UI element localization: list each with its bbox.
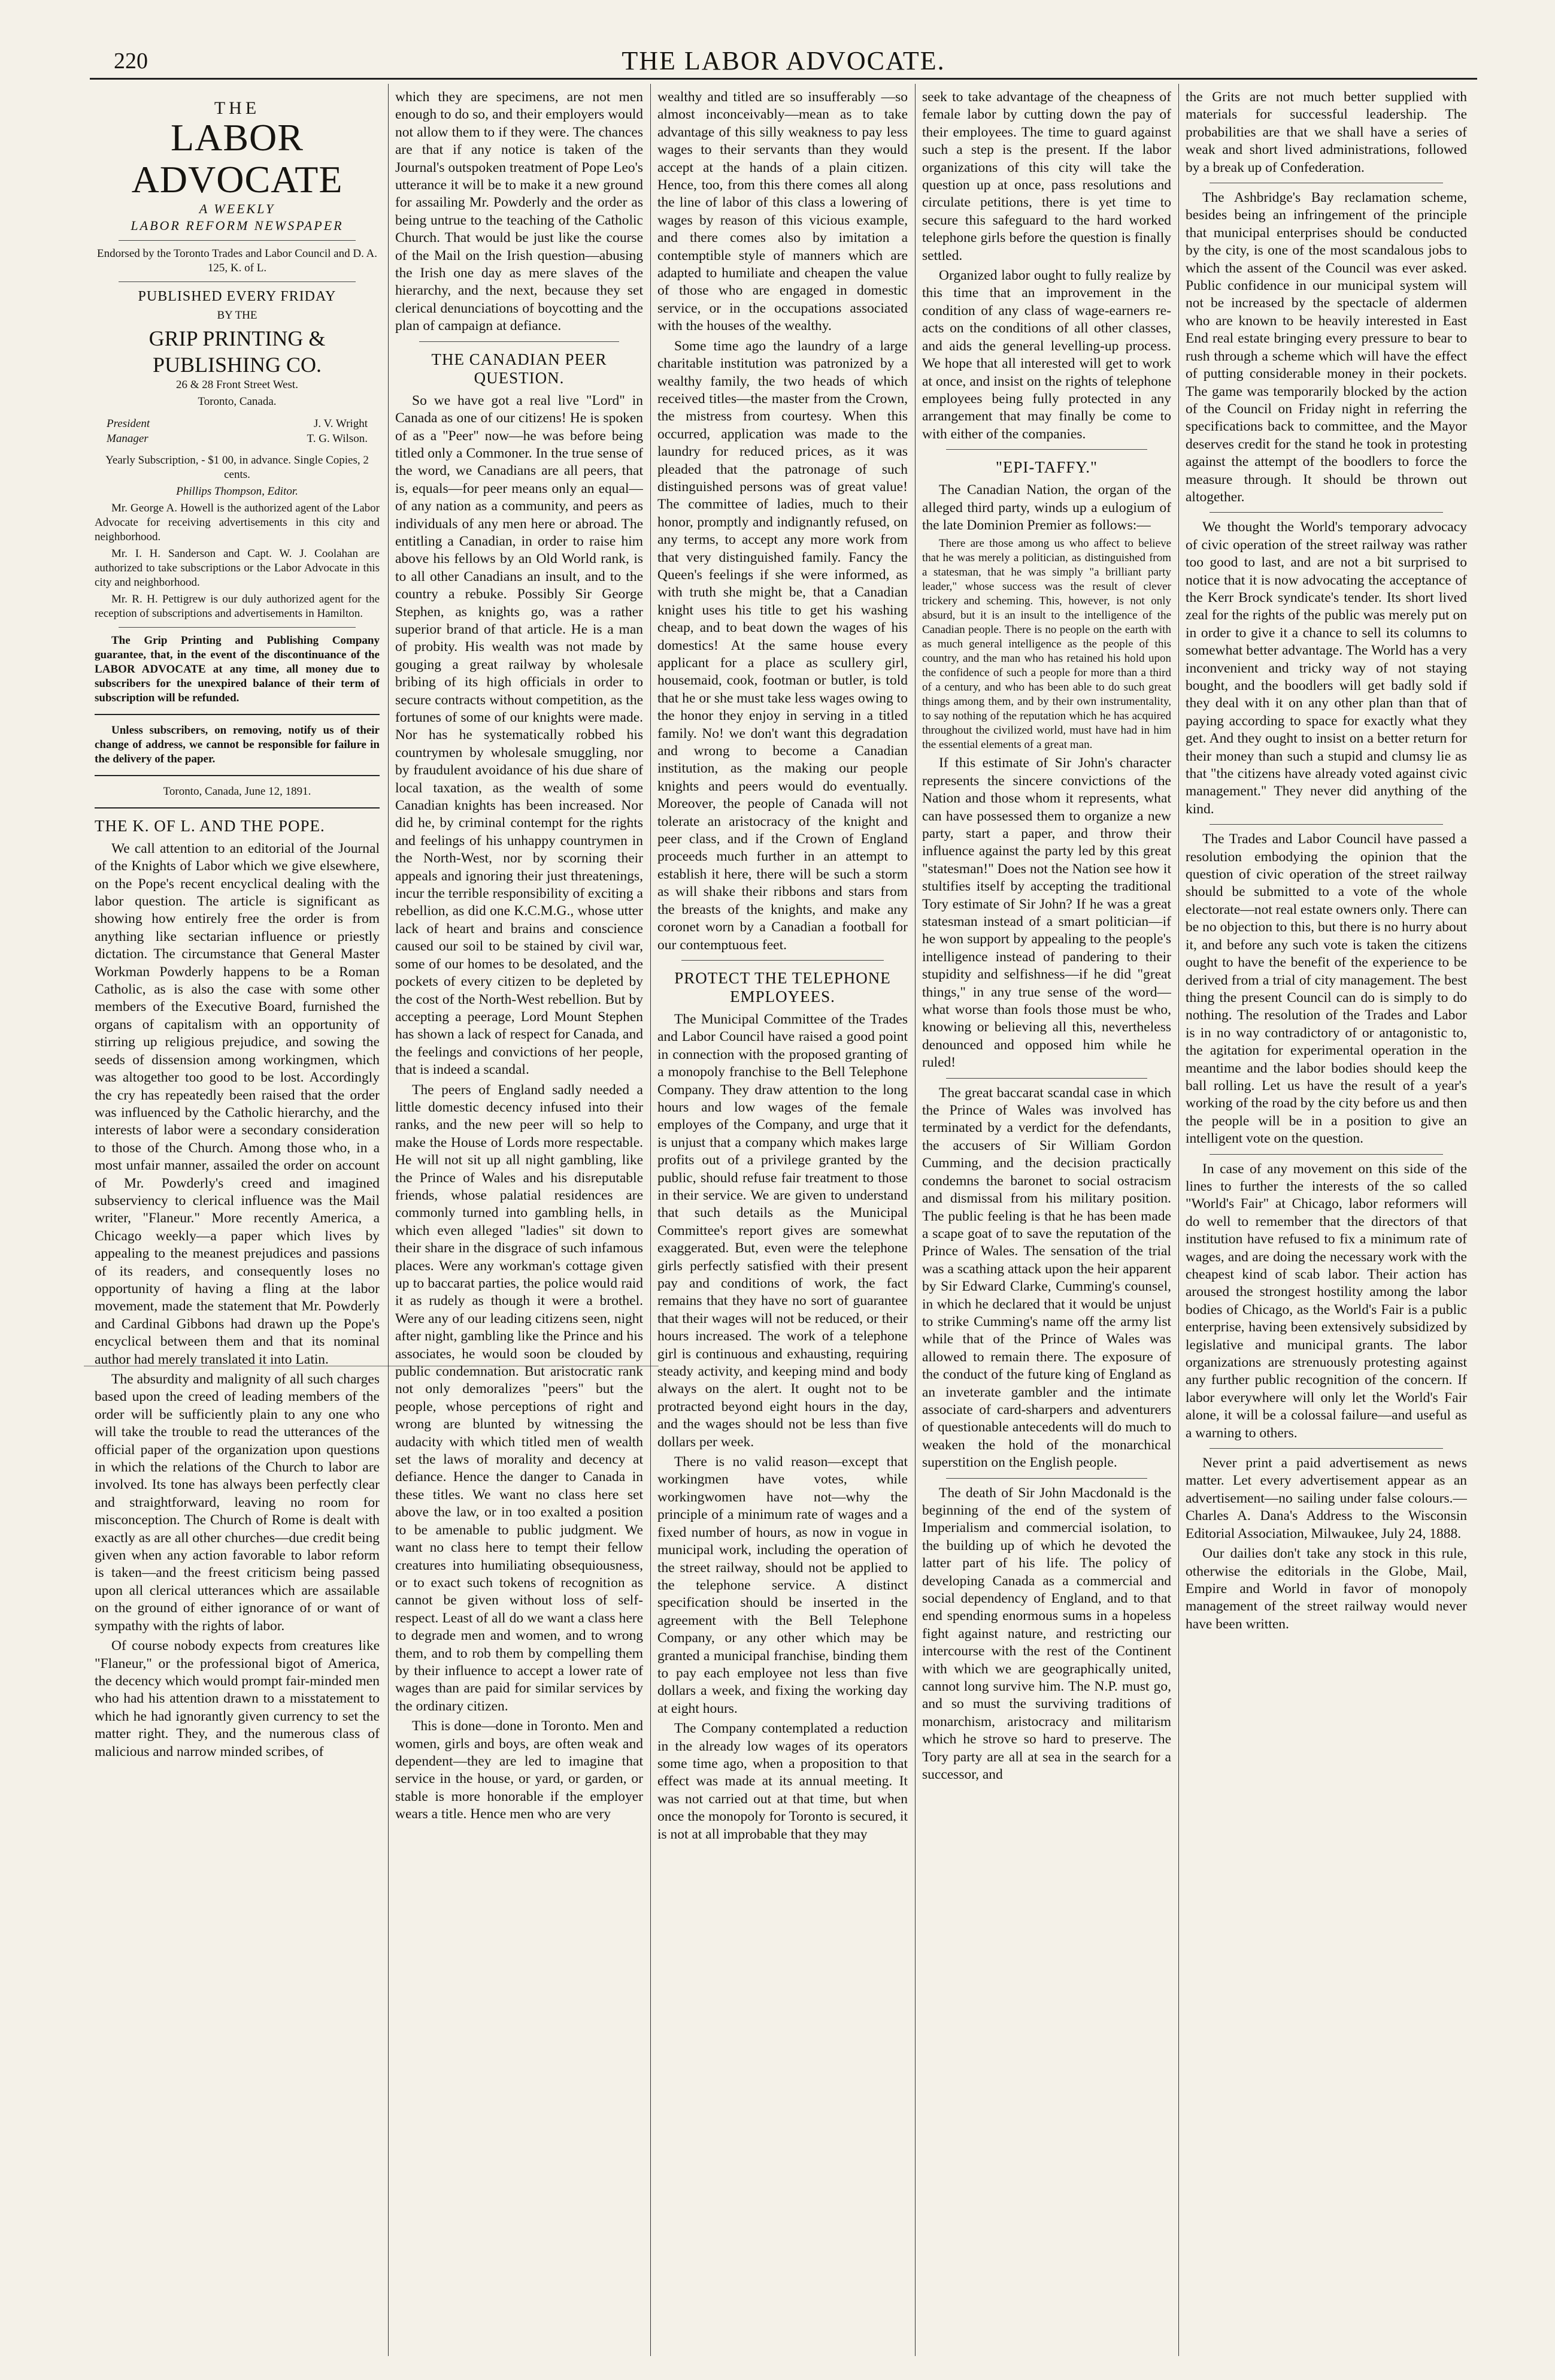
- article-paragraph: Our dailies don't take any stock in this rule, otherwise the editorials in the Globe, Mail, Empire and World in favor of monopoly management of the street railway would never have been written.: [1186, 1546, 1467, 1632]
- article-paragraph: If this estimate of Sir John's character represents the sincere convictions of the Nation and those whom it represents, what can have possessed them to organize a new party, start a paper, and throw their influence against the party led by this great "statesman!" Does not the Nation see how it stultifies itself by accepting the traditional Tory estimate of Sir John? If he was a great statesman instead of a smart politician—if he won support by appealing to the people's intelligence instead of pandering to their stupidity and selfishness—if he did "great things," in any true sense of the word—what worse than fools those must be who, knowing or believing all this, nevertheless denounced and opposed him while he ruled!: [922, 755, 1171, 1071]
- article-title-peer: THE CANADIAN PEER QUESTION.: [431, 350, 607, 387]
- divider: [681, 960, 884, 961]
- manager-label: Manager: [107, 432, 148, 445]
- article-paragraph: We thought the World's temporary advocacy of civic operation of the street railway was rather too good to last, and are not a bit surprised to notice that it is now advocating the acceptance of the Kerr Brock syndicate's tender. Its short lived zeal for the rights of the public was merely put on in order to give it a chance to sell its columns to somewhat better advantage. The World has a very inconvenient and tricky way of not staying bought, and the boodlers will get badly sold if they deal with it on any other plan than that of paying according to space for exactly what they get. And they ought to insist on a better return for their money than such a stupid and clumsy lie as that "the citizens have already voted against civic management." They never did anything of the kind.: [1186, 519, 1467, 817]
- removal-notice: Unless subscribers, on removing, notify us of their change of address, we cannot be responsible for failure in the delivery of the paper.: [95, 723, 380, 765]
- divider: [419, 341, 619, 342]
- publication-schedule: PUBLISHED EVERY FRIDAY: [138, 289, 337, 305]
- dateline: Toronto, Canada, June 12, 1891.: [163, 785, 311, 798]
- article-quote: Never print a paid advertisement as news matter. Let every advertisement appear as an advertisement—no sailing under false colours.—Charles A. Dana's Address to the Wisconsin Editorial Association, Milwaukee, July 24, 1888.: [1186, 1455, 1467, 1542]
- article-paragraph: The death of Sir John Macdonald is the beginning of the end of the system of Imperialism and commercial isolation, to the building up of which he devoted the latter part of his life. The policy of developing Canada as a commercial and social dependency of England, and to that end spending enormous sums in a hopeless fight against nature, and restricting our intercourse with the rest of the Continent with which we are geographically united, cannot long survive him. The N.P. must go, and so must the surviving traditions of monarchism, aristocracy and militarism which he strove so hard to preserve. The Tory party are all at sea in the search for a successor, and: [922, 1485, 1171, 1783]
- column-rule: [388, 84, 389, 2356]
- paper-name: THE LABOR ADVOCATE.: [622, 46, 945, 75]
- publisher-name: GRIP PRINTING & PUBLISHING CO.: [148, 326, 326, 377]
- column-rule: [915, 84, 916, 2356]
- column-4: [922, 89, 1171, 2356]
- article-paragraph: wealthy and titled are so insufferably —so almost inconceivably—mean as to take advantage of this silly weakness to pay less wages to their servants than they would accept at the hands of a plain citizen. Hence, too, from this there comes all along the line of labor of this class a lowering of wages by reason of this vicious example, and there comes also by imitation a contemptible style of manners which are adapted to humiliate and cheapen the value of those who are engaged in domestic service, or in the occupations associated with the houses of the wealthy.: [657, 89, 908, 334]
- divider: [95, 714, 380, 715]
- article-paragraph: seek to take advantage of the cheapness of female labor by cutting down the pay of their employees. The time to guard against such a step is the present. If the labor organizations of this city will take the question up at once, pass resolutions and circulate petitions, there is yet time to secure this safeguard to the hard worked telephone girls before the question is finally settled.: [922, 89, 1171, 264]
- divider: [95, 775, 380, 776]
- running-head: [90, 42, 1477, 78]
- endorsement: Endorsed by the Toronto Trades and Labor Council and D. A. 125, K. of L.: [97, 247, 377, 275]
- column-rule: [1178, 84, 1179, 2356]
- page-number: 220: [114, 49, 148, 74]
- by-the: BY THE: [217, 308, 257, 322]
- masthead-the: THE: [214, 98, 260, 118]
- agent-notice-howell: Mr. George A. Howell is the authorized agent of the Labor Advocate for receiving advertisements in this city and neighborhood.: [95, 501, 380, 543]
- article-paragraph: The great baccarat scandal case in which the Prince of Wales was involved has terminated by a verdict for the defendants, the accusers of Sir William Gordon Cumming, and the decision practically condemns the baronet to social ostracism and dismissal from his military position. The public feeling is that he has been made a scape goat of to save the reputation of the Prince of Wales. The sensation of the trial was a scathing attack upon the heir apparent by Sir Edward Clarke, Cumming's counsel, in which he declared that it would be unjust to strike Cumming's name off the army list while that of the Prince of Wales was allowed to remain there. The exposure of the conduct of the future king of England as an inveterate gambler and the intimate associate of card-sharpers and adventurers of questionable antecedents will do much to weaken the hold of the monarchical superstition on the English people.: [922, 1085, 1171, 1471]
- president-name: J. V. Wright: [313, 417, 368, 430]
- article-paragraph: Of course nobody expects from creatures like "Flaneur," or the professional bigot of America, the decency which would prompt fair-minded men who had his attention drawn to a misstatement to which he had ignorantly given currency to set the matter right. They, and the numerous class of malicious and narrow minded scribes, of: [95, 1638, 380, 1760]
- article-paragraph: which they are specimens, are not men enough to do so, and their employers would not allow them to if they were. The chances are that if any notice is taken of the Journal's outspoken treatment of Pope Leo's utterance it will be to make it a new ground for assailing Mr. Powderly and the order as being untrue to the teaching of the Catholic Church. That would be just like the course of the Mail on the Irish question—abusing the Irish one day as mere slaves of the hierarchy, and the next, because they set clerical denunciations of boycotting and the plan of campaign at defiance.: [395, 89, 643, 334]
- article-paragraph: The Trades and Labor Council have passed a resolution embodying the opinion that the question of civic operation of the street railway should be submitted to a vote of the whole electorate—not real estate owners only. There can be no objection to this, but there is no hurry about it, and before any such vote is taken the citizens ought to have the benefit of the experience to be derived from a trial of city management. The best thing the present Council can do is simply to do nothing. The resolution of the Trades and Labor is in no way contradictory of or antagonistic to, the agitation for experimental operation in the meantime and the labor bodies should keep the ball rolling. Let us have the result of a year's working of the road by the city before us and then the people will be in a position to give an intelligent vote on the question.: [1186, 831, 1467, 1147]
- divider: [946, 449, 1147, 450]
- masthead-tagline: LABOR REFORM NEWSPAPER: [131, 218, 344, 234]
- article-paragraph: The Company contemplated a reduction in the already low wages of its operators some time ago, when a proposition to that effect was made at its annual meeting. It was not carried out at that time, but when once the monopoly for Toronto is secured, it is not at all improbable that they may: [657, 1721, 908, 1842]
- agent-notice-pettigrew: Mr. R. H. Pettigrew is our duly authorized agent for the reception of subscriptions and advertisements in Hamilton.: [95, 592, 380, 620]
- column-2: [395, 89, 643, 2356]
- article-paragraph: The peers of England sadly needed a little domestic decency infused into their ranks, and the new peer will so help to make the House of Lords more respectable. He will not sit up all night gambling, like the Prince of Wales and his disreputable friends, whose palatial residences are commonly turned into gambling hells, in which even alleged "ladies" sit down to their share in the disgrace of such infamous places. Were any workman's cottage given up to baccarat parties, the police would raid it as rudely as though it were a brothel. Were any of our leading citizens seen, night after night, gambling like the Prince and his associates, he would soon be clouded by public condemnation. But aristocratic rank not only demoralizes "peers" but the people, whose perceptions of right and wrong are blunted by witnessing the audacity with which titled men of wealth set the laws of morality and decency at defiance. Hence the danger to Canada in these titles. We want no class here set above the law, or in too exalted a position to be amenable to public judgment. We want no class here to tempt their fellow creatures into humiliating obsequiousness, or to exact such tokens of recognition as cannot be given without loss of self-respect. Least of all do we want a class here to degrade men and women, and to wrong them, and to rob them by compelling them by their influence to accept a lower rate of wages than are paid for similar services by the ordinary citizen.: [395, 1082, 643, 1714]
- column-1: [95, 89, 380, 2356]
- divider: [1210, 512, 1443, 513]
- masthead-title: LABOR ADVOCATE: [131, 116, 343, 201]
- column-5: [1186, 89, 1467, 2356]
- article-paragraph: We call attention to an editorial of the Journal of the Knights of Labor which we give elsewhere, on the Pope's recent encyclical dealing with the labor question. The article is significant as showing how entirely free the order is from anything like sectarian influence or priestly dictation. The circumstance that General Master Workman Powderly happens to be a Roman Catholic, as is also the case with some other members of the Executive Board, furnished the organs of capitalism with an opportunity of stirring up religious prejudice, and sowing the seeds of dissension among workingmen, which was altogether too good to be lost. Accordingly the cry has repeatedly been raised that the order was influenced by the Catholic hierarchy, and the interests of labor were a secondary consideration to those of the Church. Among those who, in a most unfair manner, assailed the order on account of Mr. Powderly's creed and imagined subserviency to clerical influence was the Mail writer, "Flaneur." More recently America, a Chicago weekly—a paper which lives by appealing to the meanest prejudices and passions of its readers, and consequently loses no opportunity of having a fling at the labor movement, made the statement that Mr. Powderly and Cardinal Gibbons had drawn up the Pope's encyclical between them and that its nominal author had merely translated it into Latin.: [95, 840, 380, 1367]
- article-paragraph: The Ashbridge's Bay reclamation scheme, besides being an infringement of the principle that municipal enterprises should be conducted by the city, is one of the most scandalous jobs to which the assent of the Council was ever asked. Public confidence in our municipal system will not be increased by the spectacle of aldermen who are known to be heavily interested in East End real estate bringing every pressure to bear to rush through a scheme which will have the effect of putting considerable money in their pockets. The game was temporarily blocked by the action of the Council on Friday night in referring the specifications back to committee, and the Mayor deserves credit for the stand he took in protesting against the attempt of the boodlers to force the measure through. It should be thrown out altogether.: [1186, 190, 1467, 505]
- divider: [119, 627, 356, 628]
- column-rule: [650, 84, 651, 2356]
- editor-line: Phillips Thompson, Editor.: [176, 485, 298, 498]
- article-paragraph: The absurdity and malignity of all such charges based upon the creed of leading members of the order will be sufficiently plain to any one who will take the trouble to read the utterances of the official paper of the organization upon questions in which the relations of the Church to labor are involved. Its tone has always been perfectly clear and straightforward, leaving no room for misconception. The Church of Rome is dealt with exactly as are all other churches—due credit being given when any action favorable to labor reform is taken—and the freest criticism being passed upon all clerical utterances which are assailable on the ground of either ignorance of or want of sympathy with the rights of labor.: [95, 1371, 380, 1634]
- divider: [119, 281, 356, 282]
- divider: [946, 1078, 1147, 1079]
- divider: [946, 1478, 1147, 1479]
- manager-name: T. G. Wilson.: [307, 432, 368, 445]
- divider: [119, 240, 356, 241]
- article-paragraph: In case of any movement on this side of the lines to further the interests of the so called "World's Fair" at Chicago, labor reformers will do well to remember that the directors of that institution have refused to fix a minimum rate of wages, and are doing the necessary work with the cheapest kind of scab labor. Their action has aroused the strongest hostility among the labor bodies of Chicago, as the World's Fair is a public enterprise, having been extensively subsidized by legislative and municipal grants. The labor organizations are strenuously protesting against any further public recognition of the concern. If labor everywhere will only let the World's Fair alone, it will be a colossal failure—and useful as a warning to others.: [1186, 1161, 1467, 1441]
- article-paragraph: the Grits are not much better supplied with materials for successful leadership. The probabilities are that we shall have a series of weak and short lived administrations, followed by a break up of Confederation.: [1186, 89, 1467, 175]
- officers: [95, 416, 380, 446]
- article-paragraph: Some time ago the laundry of a large charitable institution was patronized by a wealthy family, the two heads of which received titles—the master from the Crown, the mistress from courtesy. When this occurred, application was made to the laundry for reduced prices, as it was pleaded that the patronage of such distinguished persons was of great value! The committee of ladies, much to their honor, promptly and indignantly refused, on any terms, to accept any more work from that very distinguished family. Fancy the Queen's feelings if she were informed, as with truth she might be, that a Canadian knight uses his title to get his washing cheap, and to beat down the wages of his domestics! At the same house every applicant for a place as scullery girl, housemaid, cook, footman or butler, is told that he or she must take less wages owing to the honor they enjoy in serving in a titled family. No! we don't want this degradation and wrong to become a Canadian institution, as the making our people knights and peers would do eventually. Moreover, the people of Canada will not tolerate an aristocracy of the knight and peer class, and if the Crown of England proceeds much further in an attempt to establish it here, there will be such a storm as will shake their ribbons and stars from the breasts of the knights, and make any coronet worn by a Canadian a football for our contemptuous feet.: [657, 338, 908, 953]
- divider: [1210, 1448, 1443, 1449]
- divider: [1210, 824, 1443, 825]
- publisher-city: Toronto, Canada.: [198, 395, 277, 408]
- article-paragraph: So we have got a real live "Lord" in Canada as one of our citizens! He is spoken of as a "Peer" now—he was before being titled only a Commoner. In the true sense of the word, we Canadians are all peers, that is, equals—for peer means only an equal—of any nation as a community, and peers as individuals of any men here or abroad. The entitling a Canadian, in order to raise him above his fellows by an Old World rank, is to all other Canadians an insult, and to the country a rebuke. Possibly Sir George Stephen, as knights go, was a rather superior brand of that article. He is a man of probity. His wealth was not made by gouging a great railway by wholesale bribing of its high officials in order to secure contracts without competition, as the fortunes of some of our knights were made. Nor has he systematically robbed his countrymen by wholesale smuggling, nor by fraudulent avoidance of his due share of local taxation, as the wealth of some Canadian knights has been increased. Nor did he, by criminal contempt for the rights and feelings of his unhappy countrymen in the North-West, nor by scorning their appeals and ignoring their just threatenings, incur the terrible responsibility of exciting a rebellion, as did one K.C.M.G., whose utter lack of heart and brains and conscience caused our soil to be stained by civil war, some of our homes to be desolated, and the pockets of every citizen to be depleted by the cost of the North-West rebellion. But by accepting a peerage, Lord Mount Stephen has shown a lack of respect for Canada, and the feelings and convictions of her people, that is indeed a scandal.: [395, 392, 643, 1078]
- subscription-rates: Yearly Subscription, - $1 00, in advance. Single Copies, 2 cents.: [105, 453, 369, 481]
- article-paragraph: Organized labor ought to fully realize by this time that an improvement in the condition of any class of wage-earners re-acts on the conditions of all other classes, and aids the general levelling-up process. We hope that all interested will get to work at once, and insist on the rights of telephone employees being fully protected in any arrangement that may finally be come to with either of the companies.: [922, 268, 1171, 442]
- article-quote: There are those among us who affect to believe that he was merely a politician, as distinguished from a statesman, that he was simply "a brilliant party leader," whose success was the result of clever trickery and scheming. This, however, is not only absurd, but it is an insult to the intelligence of the Canadian people. There is no people on the earth with as much general intelligence as the people of this country, and the man who has retained his hold upon the confidence of such a people for more than a third of a century, and who has been able to do such great things among them, and by their own instrumentality, to say nothing of the reputation which he has acquired throughout the civilized world, must have had in him the essential elements of a great man.: [922, 537, 1171, 752]
- divider: [95, 807, 380, 809]
- divider: [1210, 1154, 1443, 1155]
- article-paragraph: The Canadian Nation, the organ of the alleged third party, winds up a eulogium of the late Dominion Premier as follows:—: [922, 482, 1171, 533]
- agent-notice-sanderson: Mr. I. H. Sanderson and Capt. W. J. Coolahan are authorized to take subscriptions or the Labor Advocate in this city and neighborhood.: [95, 547, 380, 589]
- president-label: President: [107, 417, 150, 430]
- article-title-telephone: PROTECT THE TELEPHONE EMPLOYEES.: [674, 968, 891, 1006]
- publisher-address: 26 & 28 Front Street West.: [176, 378, 298, 391]
- article-paragraph: The Municipal Committee of the Trades and Labor Council have raised a good point in connection with the proposed granting of a monopoly franchise to the Bell Telephone Company. They draw attention to the long hours and low wages of the female employes of the Company, and urge that it is unjust that a company which makes large profits out of a privilege granted by the public, should refuse fair treatment to those in their service. We are given to understand that such details as the Municipal Committee's report gives are somewhat exaggerated. But, even were the telephone girls perfectly satisfied with their present pay and conditions of work, the fact remains that they have no sort of guarantee that their wages will not be reduced, or their hours increased. The work of a telephone girl is continuous and exhausting, requiring steady activity, and keeping mind and body always on the alert. It ought not to be protracted beyond eight hours in the day, and the wages should not be less than five dollars per week.: [657, 1011, 908, 1450]
- article-paragraph: There is no valid reason—except that workingmen have votes, while workingwomen have not—why the principle of a minimum rate of wages and a fixed number of hours, as now in vogue in municipal work, including the operation of the street railway, should not be applied to the telephone service. A distinct specification should be inserted in the agreement with the Bell Telephone Company, or any other which may be granted a municipal franchise, binding them to pay each employee not less than five dollars a week, and fixing the working day at eight hours.: [657, 1454, 908, 1716]
- article-paragraph: This is done—done in Toronto. Men and women, girls and boys, are often weak and dependent—they are led to imagine that service in the house, or yard, or garden, or stable is more honorable if the employer wears a title. Hence men who are very: [395, 1718, 643, 1822]
- head-rule: [90, 78, 1477, 80]
- article-title-epitaffy: "EPI-TAFFY.": [995, 458, 1098, 477]
- refund-guarantee: The Grip Printing and Publishing Company guarantee, that, in the event of the discontinuance of the LABOR ADVOCATE at any time, all money due to subscribers for the unexpired balance of their term of subscription will be refunded.: [95, 634, 380, 704]
- article-title-pope: THE K. OF L. AND THE POPE.: [95, 816, 325, 835]
- column-3: [657, 89, 908, 2356]
- masthead-weekly: A WEEKLY: [199, 201, 275, 217]
